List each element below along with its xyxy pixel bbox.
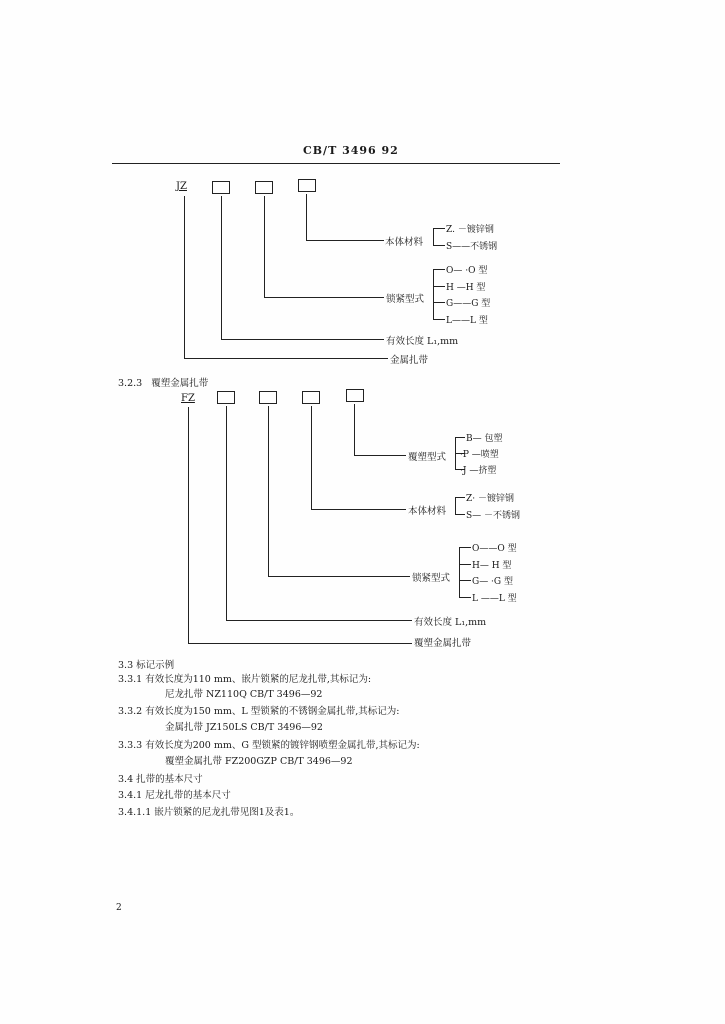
jz-material-option: S——不锈钢: [446, 242, 498, 252]
fz-prefix: FZ: [181, 393, 195, 404]
jz-material-label: 本体材料: [385, 237, 424, 248]
page-number: 2: [116, 903, 122, 913]
fz-material-option: Z· －镀锌钢: [466, 494, 514, 504]
jz-box-material: [298, 179, 316, 192]
section-3-4: 3.4 扎带的基本尺寸: [118, 774, 203, 785]
fz-box-coating: [346, 389, 364, 402]
fz-box-material: [302, 391, 320, 404]
example-3-3-1: 尼龙扎带 NZ110Q CB/T 3496—92: [165, 689, 323, 700]
jz-length-label: 有效长度 L₁,mm: [386, 336, 459, 347]
jz-lock-option: O— ·O 型: [446, 266, 488, 276]
section-3-4-1: 3.4.1 尼龙扎带的基本尺寸: [118, 790, 231, 801]
fz-material-option: S— －不锈钢: [466, 511, 521, 521]
fz-lock-option: G— ·G 型: [472, 577, 513, 587]
fz-length-label: 有效长度 L₁,mm: [414, 617, 487, 628]
section-heading: 3.2.3 覆塑金属扎带: [118, 378, 209, 389]
fz-box-length: [217, 391, 235, 404]
fz-lock-option: O——O 型: [472, 544, 517, 554]
fz-lock-option: H— H 型: [472, 561, 512, 571]
jz-lock-option: H —H 型: [446, 283, 486, 293]
fz-coating-option: ·J —挤塑: [460, 466, 497, 476]
fz-coating-label: 覆塑型式: [408, 452, 447, 463]
section-3-3-3: 3.3.3 有效长度为200 mm、G 型锁紧的镀锌钢喷塑金属扎带,其标记为:: [118, 740, 420, 751]
jz-lock-option: L——L 型: [446, 316, 488, 326]
section-3-3: 3.3 标记示例: [118, 660, 175, 671]
fz-coating-option: B— 包塑: [466, 434, 503, 444]
fz-box-lock: [259, 391, 277, 404]
fz-lock-label: 锁紧型式: [412, 573, 451, 584]
jz-prefix: JZ: [176, 181, 187, 192]
fz-name-label: 覆塑金属扎带: [414, 638, 472, 649]
fz-lock-option: L ——L 型: [472, 594, 517, 604]
section-3-4-1-1: 3.4.1.1 嵌片锁紧的尼龙扎带见图1及表1。: [118, 807, 300, 818]
example-3-3-3: 覆塑金属扎带 FZ200GZP CB/T 3496—92: [165, 756, 353, 767]
standard-header: CB/T 3496 92: [303, 144, 399, 157]
section-3-3-2: 3.3.2 有效长度为150 mm、L 型锁紧的不锈钢金属扎带,其标记为:: [118, 706, 400, 717]
jz-name-label: 金属扎带: [390, 355, 429, 366]
section-3-3-1: 3.3.1 有效长度为110 mm、嵌片锁紧的尼龙扎带,其标记为:: [118, 674, 372, 685]
jz-lock-label: 锁紧型式: [386, 294, 425, 305]
header-rule: [112, 163, 560, 164]
jz-box-length: [212, 181, 230, 194]
fz-coating-option: ·P —喷塑: [460, 450, 499, 460]
fz-material-label: 本体材料: [408, 506, 447, 517]
jz-material-option: Z. －镀锌钢: [446, 225, 494, 235]
jz-box-lock: [255, 181, 273, 194]
example-3-3-2: 金属扎带 JZ150LS CB/T 3496—92: [165, 722, 323, 733]
jz-lock-option: G——G 型: [446, 299, 491, 309]
